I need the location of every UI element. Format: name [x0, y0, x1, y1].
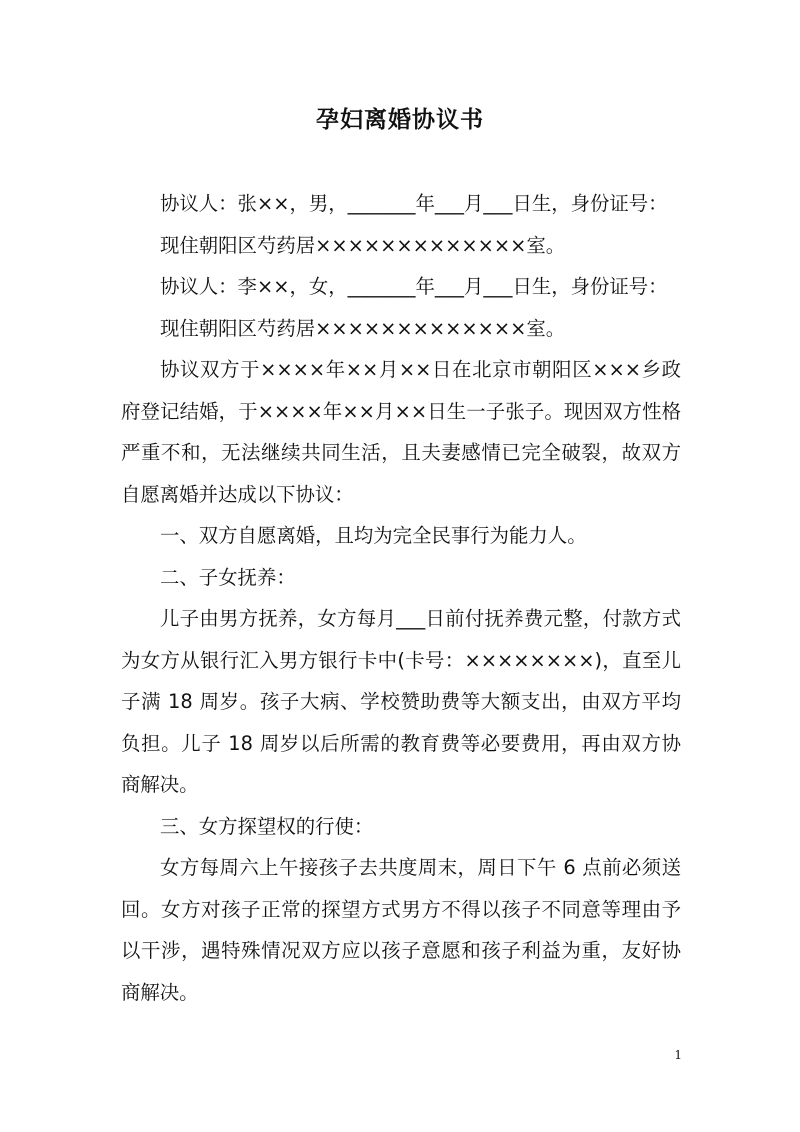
party-1-line-2: 现住朝阳区芍药居×××××××××××××室。: [160, 233, 566, 257]
document-title: 孕妇离婚协议书: [316, 107, 484, 133]
clause-1-paragraph: 一、双方自愿离婚，且均为完全民事行为能力人。: [160, 524, 587, 547]
document-body: [121, 183, 681, 1013]
page-number: 1: [674, 1048, 682, 1062]
clause-2-heading: 二、子女抚养：: [160, 565, 296, 589]
party-2-line-1: 协议人：李××，女，_______年___月___日生，身份证号：: [160, 275, 668, 298]
party-1-line-1: 协议人：张××，男，_______年___月___日生，身份证号：: [160, 192, 668, 215]
child-support-paragraph: 儿子由男方抚养，女方每月___日前付抚养费元整，付款方式为女方从银行汇入男方银行卡中(卡号：××××××××)，直至儿子满 18 周岁。孩子大病、学校赞助费等大额支出，由双方平均负担。儿子 18 周岁以后所需的教育费等必要费用，再由双方协商解决。: [121, 607, 681, 796]
marriage-background-paragraph: 协议双方于××××年××月××日在北京市朝阳区×××乡政府登记结婚，于××××年××月××日生一子张子。现因双方性格严重不和，无法继续共同生活，且夫妻感情已完全破裂，故双方自愿离婚并达成以下协议：: [121, 358, 681, 506]
clause-3-heading: 三、女方探望权的行使：: [160, 814, 374, 838]
party-2-line-2: 现住朝阳区芍药居×××××××××××××室。: [160, 316, 566, 340]
visitation-paragraph: 女方每周六上午接孩子去共度周末，周日下午 6 点前必须送回。女方对孩子正常的探望方式男方不得以孩子不同意等理由予以干涉，遇特殊情况双方应以孩子意愿和孩子利益为重，友好协商解决。: [121, 856, 681, 1004]
